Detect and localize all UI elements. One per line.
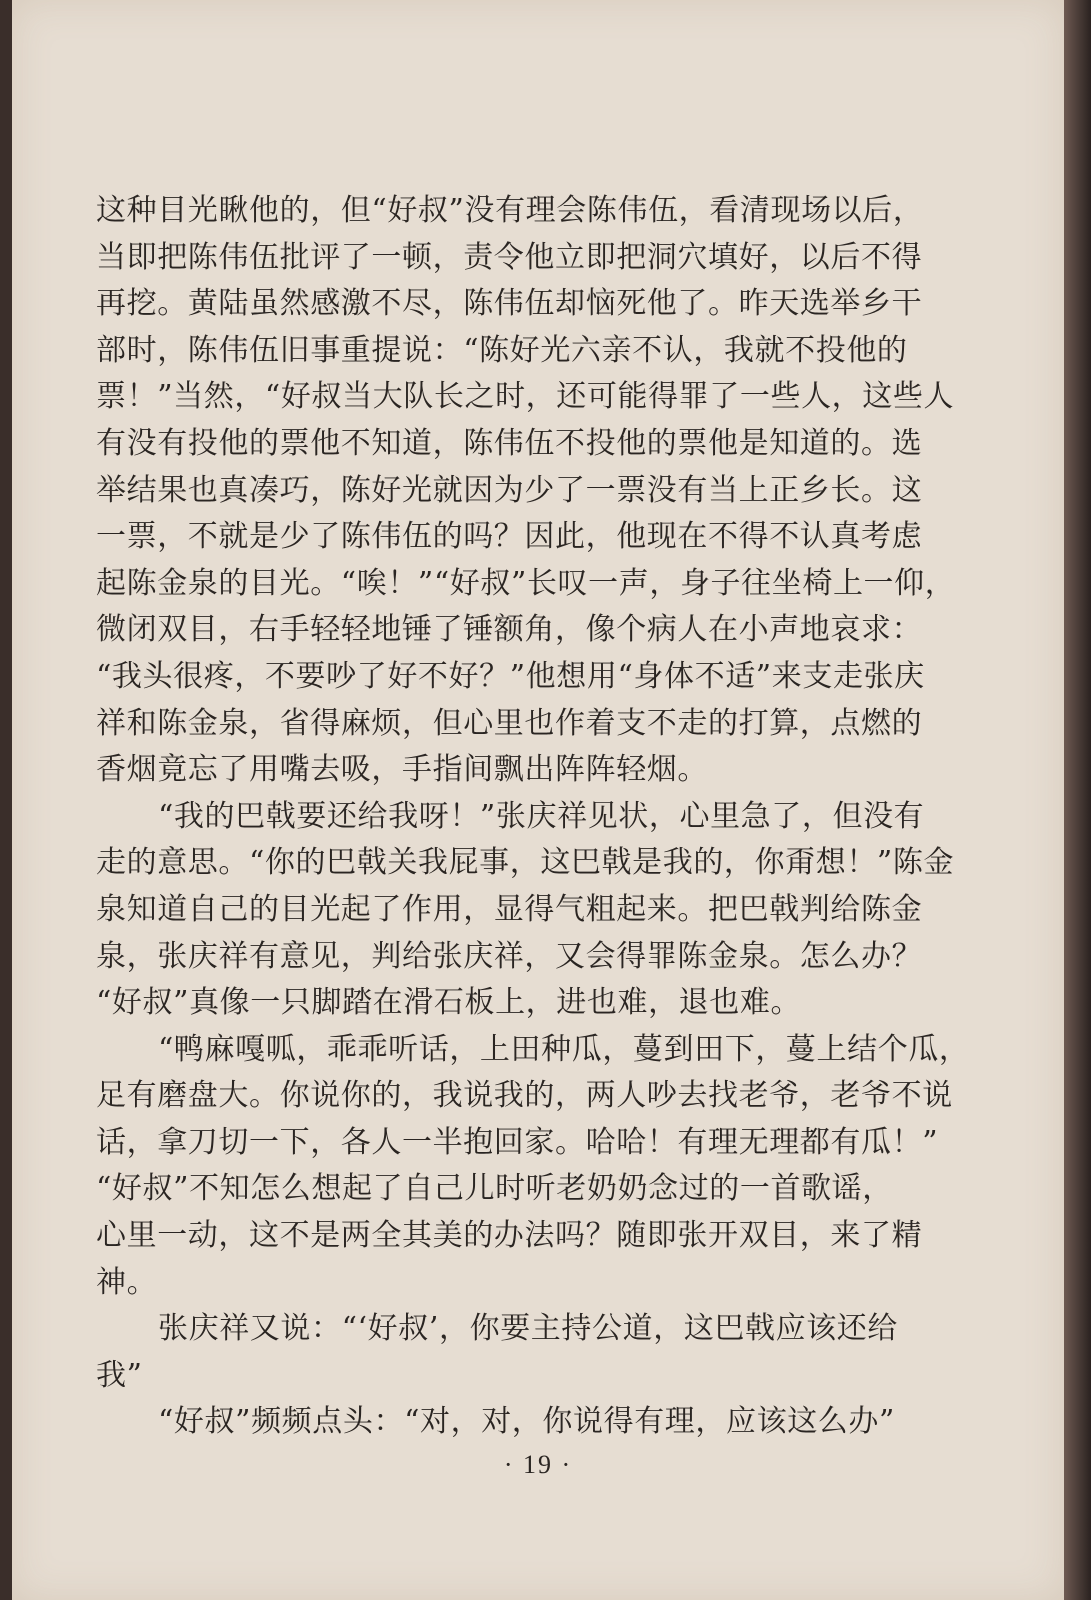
text-line: 当即把陈伟伍批评了一顿，责令他立即把洞穴填好，以后不得 <box>96 239 923 275</box>
text-line: 我” <box>96 1357 143 1393</box>
body-text <box>96 188 970 1446</box>
text-line: “好叔”不知怎么想起了自己儿时听老奶奶念过的一首歌谣， <box>96 1171 893 1207</box>
text-line: “好叔”真像一只脚踏在滑石板上，进也难，退也难。 <box>96 985 802 1021</box>
text-line: “我的巴戟要还给我呀！”张庆祥见状，心里急了，但没有 <box>158 798 925 834</box>
text-line: 举结果也真凑巧，陈好光就因为少了一票没有当上正乡长。这 <box>96 472 923 508</box>
text-line: 有没有投他的票他不知道，陈伟伍不投他的票他是知道的。选 <box>96 425 923 461</box>
text-line: 足有磨盘大。你说你的，我说我的，两人吵去找老爷，老爷不说 <box>96 1078 953 1114</box>
text-line: 泉知道自己的目光起了作用，显得气粗起来。把巴戟判给陈金 <box>96 891 923 927</box>
text-line: 再挖。黄陆虽然感激不尽，陈伟伍却恼死他了。昨天选举乡干 <box>96 286 923 322</box>
text-line: “好叔”频频点头：“对，对，你说得有理，应该这么办” <box>158 1404 895 1440</box>
text-line: 香烟竟忘了用嘴去吸，手指间飘出阵阵轻烟。 <box>96 752 708 788</box>
book-page <box>12 0 1064 1600</box>
text-line: 话，拿刀切一下，各人一半抱回家。哈哈！有理无理都有瓜！” <box>96 1124 939 1160</box>
text-line: 祥和陈金泉，省得麻烦，但心里也作着支不走的打算，点燃的 <box>96 705 923 741</box>
text-line: 一票，不就是少了陈伟伍的吗？因此，他现在不得不认真考虑 <box>96 519 923 555</box>
page-number: · 19 · <box>503 1450 573 1479</box>
text-line: 这种目光瞅他的，但“好叔”没有理会陈伟伍，看清现场以后， <box>96 193 924 228</box>
scan-border-right <box>1064 0 1091 1600</box>
text-line: 起陈金泉的目光。“唉！”“好叔”长叹一声，身子往坐椅上一仰， <box>96 565 956 601</box>
text-line: 部时，陈伟伍旧事重提说：“陈好光六亲不认，我就不投他的 <box>96 332 908 368</box>
text-line: 张庆祥又说：“‘好叔’，你要主持公道，这巴戟应该还给 <box>158 1311 899 1347</box>
text-line: 票！”当然，“好叔当大队长之时，还可能得罪了一些人，这些人 <box>96 379 955 415</box>
scan-border-left <box>0 0 12 1600</box>
text-line: “我头很疼，不要吵了好不好？”他想用“身体不适”来支走张庆 <box>96 658 925 694</box>
text-line: 神。 <box>96 1264 158 1300</box>
text-line: 微闭双目，右手轻轻地锤了锤额角，像个病人在小声地哀求： <box>96 612 923 648</box>
text-line: 泉，张庆祥有意见，判给张庆祥，又会得罪陈金泉。怎么办？ <box>96 938 923 974</box>
text-line: 走的意思。“你的巴戟关我屁事，这巴戟是我的，你甭想！”陈金 <box>96 845 955 881</box>
text-line: 心里一动，这不是两全其美的办法吗？随即张开双目，来了精 <box>96 1218 923 1254</box>
text-line: “鸭麻嘎呱，乖乖听话，上田种瓜，蔓到田下，蔓上结个瓜， <box>158 1031 970 1067</box>
